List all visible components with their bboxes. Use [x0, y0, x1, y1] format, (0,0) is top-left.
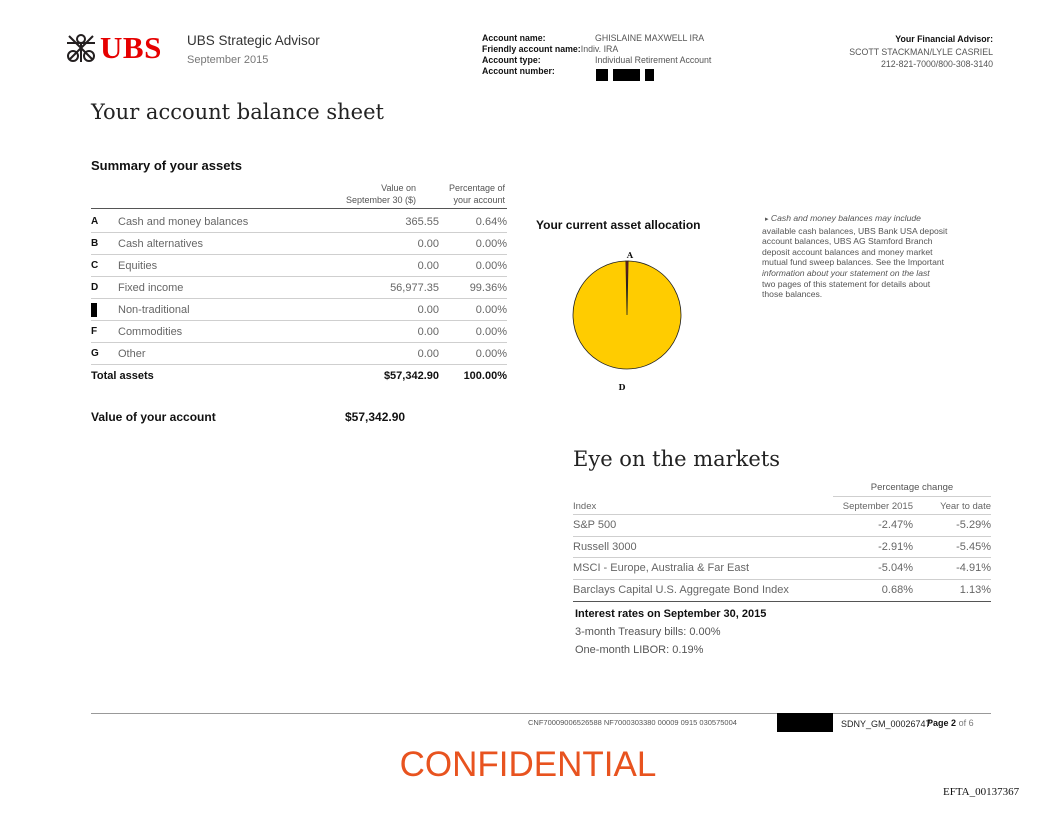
allocation-title: Your current asset allocation — [536, 218, 701, 232]
index-name: S&P 500 — [573, 515, 833, 537]
month-change: -2.91% — [833, 536, 913, 558]
statement-period: September 2015 — [187, 54, 269, 66]
redaction-bar — [645, 69, 654, 81]
current-page: 2 — [951, 718, 957, 728]
col-header-pct: Percentage of your account — [448, 183, 505, 205]
asset-name: Fixed income — [118, 277, 269, 299]
asset-value: 0.00 — [269, 233, 439, 255]
asset-name: Other — [118, 343, 269, 365]
asset-letter: D — [91, 277, 118, 299]
asset-letter: F — [91, 321, 118, 343]
asset-letter: B — [91, 233, 118, 255]
account-name-value: GHISLAINE MAXWELL IRA — [595, 33, 705, 43]
table-row — [91, 299, 507, 321]
markets-title: Eye on the markets — [573, 447, 781, 471]
account-name-label: Account name: — [482, 33, 546, 43]
advisor-phone: 212-821-7000/800-308-3140 — [880, 59, 993, 69]
account-type-label: Account type: — [482, 55, 541, 65]
asset-letter: A — [91, 211, 118, 233]
app-title: UBS Strategic Advisor — [187, 33, 320, 48]
page-title: Your account balance sheet — [91, 100, 384, 124]
cash-balance-note: ▸ Cash and money balances may include available cash balances, UBS Bank USA deposit account balances, UBS AG Stamford Branch deposit account balances and money market mutual fund sweep balances. See the Important information about your statement on the last two pages of this statement for details about those balances. — [762, 213, 948, 300]
total-pct: 100.00% — [439, 365, 507, 387]
index-name: Russell 3000 — [573, 536, 833, 558]
table-row — [91, 211, 507, 233]
summary-title: Summary of your assets — [91, 158, 243, 173]
divider — [91, 208, 507, 209]
page-total: of 6 — [958, 718, 974, 728]
slice-label-a: A — [626, 250, 634, 260]
asset-pct: 0.64% — [439, 211, 507, 233]
asset-value: 56,977.35 — [269, 277, 439, 299]
asset-name: Equities — [118, 255, 269, 277]
asset-value: 365.55 — [269, 211, 439, 233]
account-value: $57,342.90 — [345, 410, 406, 424]
col-ytd: Year to date — [940, 500, 991, 512]
advisor-info — [849, 33, 993, 71]
pct-change-header: Percentage change — [833, 482, 991, 497]
total-row — [91, 365, 507, 387]
table-row — [573, 515, 991, 537]
asset-letter-redacted — [91, 299, 118, 321]
asset-pct: 0.00% — [439, 343, 507, 365]
tbill-rate: 3-month Treasury bills: 0.00% — [575, 626, 721, 638]
redaction-bar — [596, 69, 608, 81]
index-name: MSCI - Europe, Australia & Far East — [573, 558, 833, 580]
keys-icon — [64, 32, 98, 64]
bates-stamp: SDNY_GM_00026747 — [841, 719, 931, 729]
redaction-bar — [613, 69, 640, 81]
statement-code: CNF70009006526588 NF7000303380 00009 0915 030575004 — [528, 718, 737, 727]
redaction-bar — [777, 713, 833, 732]
asset-letter: G — [91, 343, 118, 365]
asset-pct: 99.36% — [439, 277, 507, 299]
table-row — [91, 255, 507, 277]
table-row — [573, 536, 991, 558]
table-row — [91, 321, 507, 343]
footer-divider — [91, 713, 991, 714]
index-name: Barclays Capital U.S. Aggregate Bond Index — [573, 579, 833, 600]
assets-table — [91, 211, 507, 386]
ytd-change: -5.45% — [913, 536, 991, 558]
account-type-value: Individual Retirement Account — [595, 55, 712, 65]
asset-letter: C — [91, 255, 118, 277]
asset-pct: 0.00% — [439, 321, 507, 343]
libor-rate: One-month LIBOR: 0.19% — [575, 644, 704, 656]
asset-pct: 0.00% — [439, 299, 507, 321]
asset-name: Cash and money balances — [118, 211, 269, 233]
table-row — [91, 277, 507, 299]
table-row — [91, 343, 507, 365]
allocation-pie-chart — [560, 245, 700, 400]
table-row — [573, 558, 991, 580]
asset-name: Non-traditional — [118, 299, 269, 321]
col-index: Index — [573, 500, 597, 512]
markets-table — [573, 498, 991, 600]
asset-name: Commodities — [118, 321, 269, 343]
total-label: Total assets — [91, 365, 269, 387]
asset-pct: 0.00% — [439, 233, 507, 255]
asset-pct: 0.00% — [439, 255, 507, 277]
ytd-change: -4.91% — [913, 558, 991, 580]
ubs-logo — [64, 30, 164, 66]
total-value: $57,342.90 — [269, 365, 439, 387]
account-number-label: Account number: — [482, 66, 555, 76]
brand-name: UBS — [100, 30, 162, 65]
ytd-change: -5.29% — [913, 515, 991, 537]
col-month: September 2015 — [842, 500, 913, 512]
confidential-stamp: CONFIDENTIAL — [399, 745, 657, 784]
rates-title: Interest rates on September 30, 2015 — [575, 608, 767, 620]
account-value-label: Value of your account — [91, 410, 216, 424]
note-marker-icon: ▸ — [765, 216, 769, 223]
redaction-bar — [91, 303, 97, 317]
month-change: -2.47% — [833, 515, 913, 537]
asset-value: 0.00 — [269, 255, 439, 277]
col-header-value: Value on September 30 ($) — [345, 183, 416, 205]
table-header-row — [573, 498, 991, 515]
divider — [573, 601, 991, 602]
asset-value: 0.00 — [269, 299, 439, 321]
ytd-change: 1.13% — [913, 579, 991, 600]
month-change: -5.04% — [833, 558, 913, 580]
advisor-name: SCOTT STACKMAN/LYLE CASRIEL — [849, 46, 993, 57]
friendly-name-value: Indiv. IRA — [580, 44, 619, 54]
table-row — [91, 233, 507, 255]
page-number: Page 2 of 6 — [927, 718, 974, 728]
asset-value: 0.00 — [269, 321, 439, 343]
asset-name: Cash alternatives — [118, 233, 269, 255]
month-change: 0.68% — [833, 579, 913, 600]
slice-label-d: D — [618, 382, 626, 392]
document-id: EFTA_00137367 — [943, 786, 1020, 798]
advisor-label: Your Financial Advisor: — [895, 34, 993, 44]
table-row — [573, 579, 991, 600]
friendly-name-label: Friendly account name: — [482, 44, 581, 54]
asset-value: 0.00 — [269, 343, 439, 365]
